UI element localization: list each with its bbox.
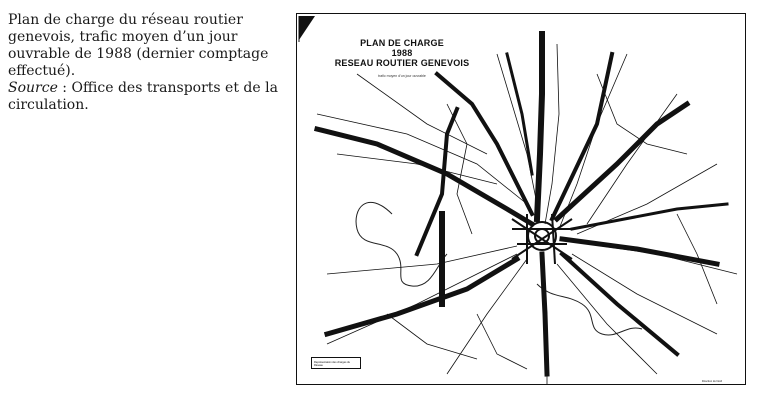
map-drawing: [297, 14, 747, 386]
legend-box: [311, 357, 361, 369]
road-west-a: [317, 129, 532, 224]
north-arrow-icon: [297, 14, 317, 44]
legend-text: Représentation des charges du Réseau: [314, 361, 351, 367]
road-northeast: [557, 104, 687, 219]
road-top-left: [507, 54, 532, 174]
source-label: Source: [8, 80, 58, 96]
map-title-line: 1988: [391, 48, 413, 58]
road-south: [542, 254, 547, 374]
map-title: [297, 38, 507, 68]
source-separator: :: [57, 80, 72, 96]
source-text: Office des transports et de la circulation.: [8, 80, 278, 113]
road-west-b: [417, 109, 457, 254]
road-southwest: [327, 259, 517, 334]
road-far-east: [572, 204, 727, 229]
map-subtitle: trafic moyen d'un jour ouvrable: [378, 74, 426, 78]
north-label: Direction du Nord: [701, 380, 723, 383]
road-southeast: [562, 254, 677, 354]
map-title-line: RESEAU ROUTIER GENEVOIS: [334, 58, 470, 68]
figure-caption: [8, 12, 278, 114]
road-north: [537, 34, 542, 219]
caption-description: Plan de charge du réseau routier genevois, trafic moyen d’un jour ouvrable de 1988 (dernier comptage effectué).: [8, 12, 269, 79]
road-east: [562, 239, 717, 264]
road-network-map: [296, 13, 746, 385]
caption-text: [8, 12, 278, 114]
map-title-line: PLAN DE CHARGE: [360, 38, 444, 48]
